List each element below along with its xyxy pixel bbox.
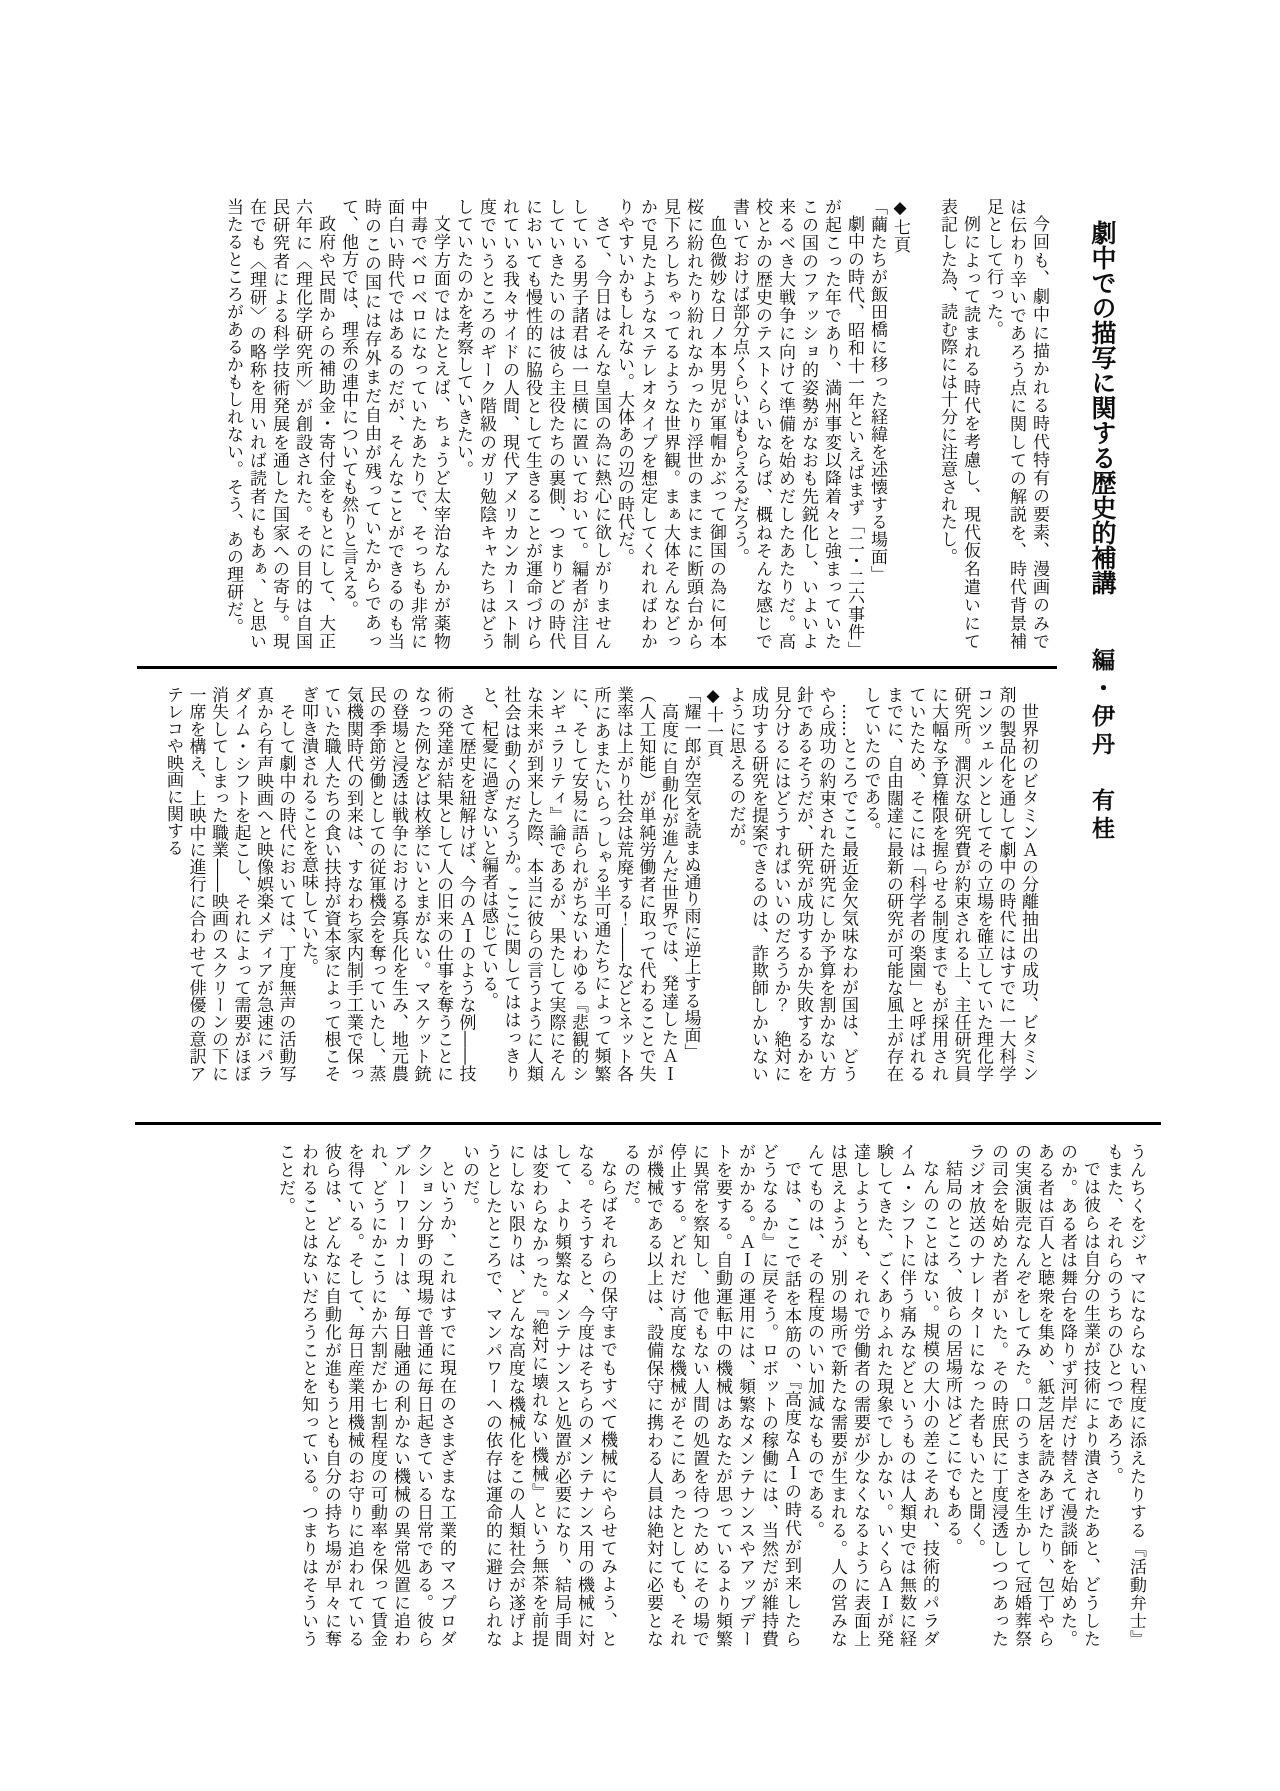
article-author: 編・伊丹 有桂 — [1088, 648, 1115, 844]
paragraph: ……ところでここ最近金欠気味なわが国は、どうやら成功の約束された研究にしか予算を割かない方針であるそうだが、研究が成功するか失敗するかを見分けるにはどうすればいいのだろうか？ 絶対に成功する研究を提案できるのは、詐欺師しかいないように思えるのだが。 — [725, 686, 858, 1082]
paragraph: 劇中の時代、昭和十一年といえばまず「二・二六事件」が起こった年であり、満州事変以降着々と強まっていたこの国のファッショ的姿勢がなおも先鋭化し、いよいよ来るべき大戦争に向けて準備を始めだしたあたりだ。高校とかの歴史のテストくらいならば、概ねそんな感じで書いておけば部分点くらいはもらえるだろう。 — [729, 198, 864, 650]
paragraph: うんちくをジャマにならない程度に添えたりする『活動弁士』もまた、それらのうちのひとつであろう。 — [1103, 1143, 1146, 1648]
article-title: 劇中での描写に関する歴史的補講 — [1088, 220, 1117, 595]
paragraph: ならばそれらの保守までもすべて機械にやらせてみよう、となる。そうすると、今度はそちらのメンテナンス用の機械に対して、より頻繁なメンテナンスと処置が必要になり、結局手間は変わらなかった。『絶対に壊れない機械』という無茶を前提にしない限りは、どんな高度な機械化をこの人類社会が遂げようとしたところで、マンパワーへの依存は運命的に避けられないのだ。 — [459, 1143, 617, 1648]
article-section-middle — [137, 686, 1039, 1082]
paragraph: さて歴史を紐解けば、今のＡＩのような例――技術の発達が結果として人の旧来の仕事を奪うことになった例などは枚挙にいとまがない。マスケット銃の登場と浸透は戦争における寡兵化を生み、地元農民の季節労働としての従軍機会を奪っていたし、蒸気機関時代の到来は、すなわち家内制手工業で保っていた職人たちの食い扶持が資本家によって根こそぎ叩き潰されることを意味していた。 — [298, 686, 476, 1082]
section-heading: ◆十一頁 — [703, 686, 723, 757]
paragraph: 高度に自動化が進んだ世界では、発達したＡＩ（人工知能）が単純労働者に取って代わることで失業率は上がり社会は荒廃する！――などとネット各所にあまたいらっしゃる半可通たちによって頻繁に、そして安易に語られがちないわゆる『悲観的シンギュラリティ』論であるが、果たして実際にそんな未来が到来した際、本当に彼らの言うように人類社会は動くのだろうか。ここに関してははっきりと、杞憂に過ぎないと編者は感じている。 — [478, 686, 678, 1082]
section-heading: ◆七頁 — [890, 198, 910, 254]
section-divider-bottom — [135, 1122, 1161, 1125]
section-heading: 「耀一郎が空気を読まぬ通り雨に逆上する場面」 — [680, 686, 701, 1060]
paragraph: 文学方面ではたとえば、ちょうど太宰治なんかが薬物中毒でベロベロになっていたあたりで、そっちも非常に面白い時代ではあるのだが、そんなことができるのも当時のこの国には存外まだ自由が残っていたからであって、他方では、理系の連中についても然りと言える。 — [338, 198, 450, 650]
paragraph: 政府や民間からの補助金・寄付金をもとにして、大正六年に〈理化学研究所〉が創設された。その目的は自国民研究者による科学技術発展を通した国家への寄与。現在でも〈理研〉の略称を用いれば読者にもあぁ、と思い当たるところがあるかもしれない。そう、あの理研だ。 — [223, 198, 335, 650]
paragraph: 血色微妙な日ノ本男児が軍帽かぶって御国の為に何本桜に紛れたり紛れなかったり浮世のまにまに断頭台から見下ろしちゃってるような世界観。まぁ大体そんなどっかで見たようなステレオタイプを想定してくれればわかりやすいかもしれない。大体あの辺の時代だ。 — [614, 198, 726, 650]
paragraph: では彼らは自分の生業が技術により潰されたあと、どうしたのか。ある者は舞台を降りず河岸だけ替えて漫談師を始めた。ある者は百人と聴衆を集め、紙芝居を読みあげたり、包丁やらの実演販売なんぞをしてみた。口のうまさを生かして冠婚葬祭の司会を始めた者がいた。その時庶民に丁度浸透しつつあったラジオ放送のナレーターになった者もいたと聞く。 — [965, 1143, 1100, 1648]
article-section-top — [138, 198, 1050, 650]
paragraph: さて、今日はそんな皇国の為に熱心に欲しがりませんしている男子諸君は一旦横に置いておいて。編者が注目していきたいのは彼ら主役たちの裏側、つまりどの時代においても慢性的に脇役として生きることが運命づけられている我々サイドの人間、現代アメリカンカースト制度でいうところのギーク階級のガリ勉陰キャたちはどうしていたのかを考察していきたい。 — [453, 198, 611, 650]
paragraph: 例によって読まれる時代を考慮し、現代仮名遣いにて表記した為、読む際には十分に注意されたし。 — [937, 198, 980, 650]
paragraph: では、ここで話を本筋の、『高度なＡＩの時代が到来したらどうなるか』に戻そう。ロボットの稼働には、当然だが維持費がかかる。ＡＩの運用には、頻繁なメンテナンスやアップデートを要する。自動運転中の機械はあなたが思っているより頻繁に異常を察知し、他でもない人間の処置を待つためにその場で停止する。どれだけ高度な機械がそこにあったとしても、それが機械である以上は、設備保守に携わる人員は絶対に必要となるのだ。 — [620, 1143, 801, 1648]
article-section-bottom — [135, 1143, 1147, 1648]
section-divider-top — [137, 666, 1057, 669]
section-heading: 「繭たちが飯田橋に移った経緯を述懐する場面」 — [867, 198, 887, 583]
paragraph: 今回も、劇中に描かれる時代特有の要素、漫画のみでは伝わり辛いであろう点に関しての解説を、時代背景補足として行った。 — [983, 198, 1049, 650]
paragraph: なんのことはない。規模の大小の差こそあれ、技術的パラダイム・シフトに伴う痛みなどというものは人類史では無数に経験してきた、ごくありふれた現象でしかない。いくらＡＩが発達しようとも、それで労働者の需要が少なくなるように表面上は思えようが、別の場所で新たな需要が生まれる。人の営みなんてものは、その程度のいい加減なものである。 — [804, 1143, 939, 1648]
paragraph: 結局のところ、彼らの居場所はどこにでもある。 — [942, 1160, 962, 1556]
paragraph: 世界初のビタミンＡの分離抽出の成功、ビタミン剤の製品化を通して劇中の時代にはすでに一大科学コンツェルンとしてその立場を確立していた理化学研究所。潤沢な研究費が約束される上、主任研究員に大幅な予算権限を握らせる制度までもが採用されていたため、そこには「科学者の楽園」と呼ばれるまでに、自由闊達に最新の研究が可能な風土が存在していたのである。 — [860, 686, 1038, 1082]
paragraph: そして劇中の時代においては、丁度無声の活動写真から有声映画へと映像娯楽メディアが急速にパラダイム・シフトを起こし、それによって需要がほぼ消失してしまった職業――映画のスクリーンの下に一席を構え、上映中に進行に合わせて俳優の意訳アテレコや映画に関する — [163, 686, 296, 1082]
paragraph: というか、これはすでに現在のさまざまな工業的マスプロダクション分野の現場で普通に毎日起きている日常である。彼らブルーワーカーは、毎日融通の利かない機械の異常処置に追われ、どうにかこうにか六割だか七割程度の可動率を保って賃金を得ている。そして、毎日産業用機械のお守りに追われている彼らは、どんなに自動化が進もうとも自分の持ち場が早々に奪われることはないだろうことを知っている。つまりはそういうことだ。 — [275, 1143, 456, 1648]
